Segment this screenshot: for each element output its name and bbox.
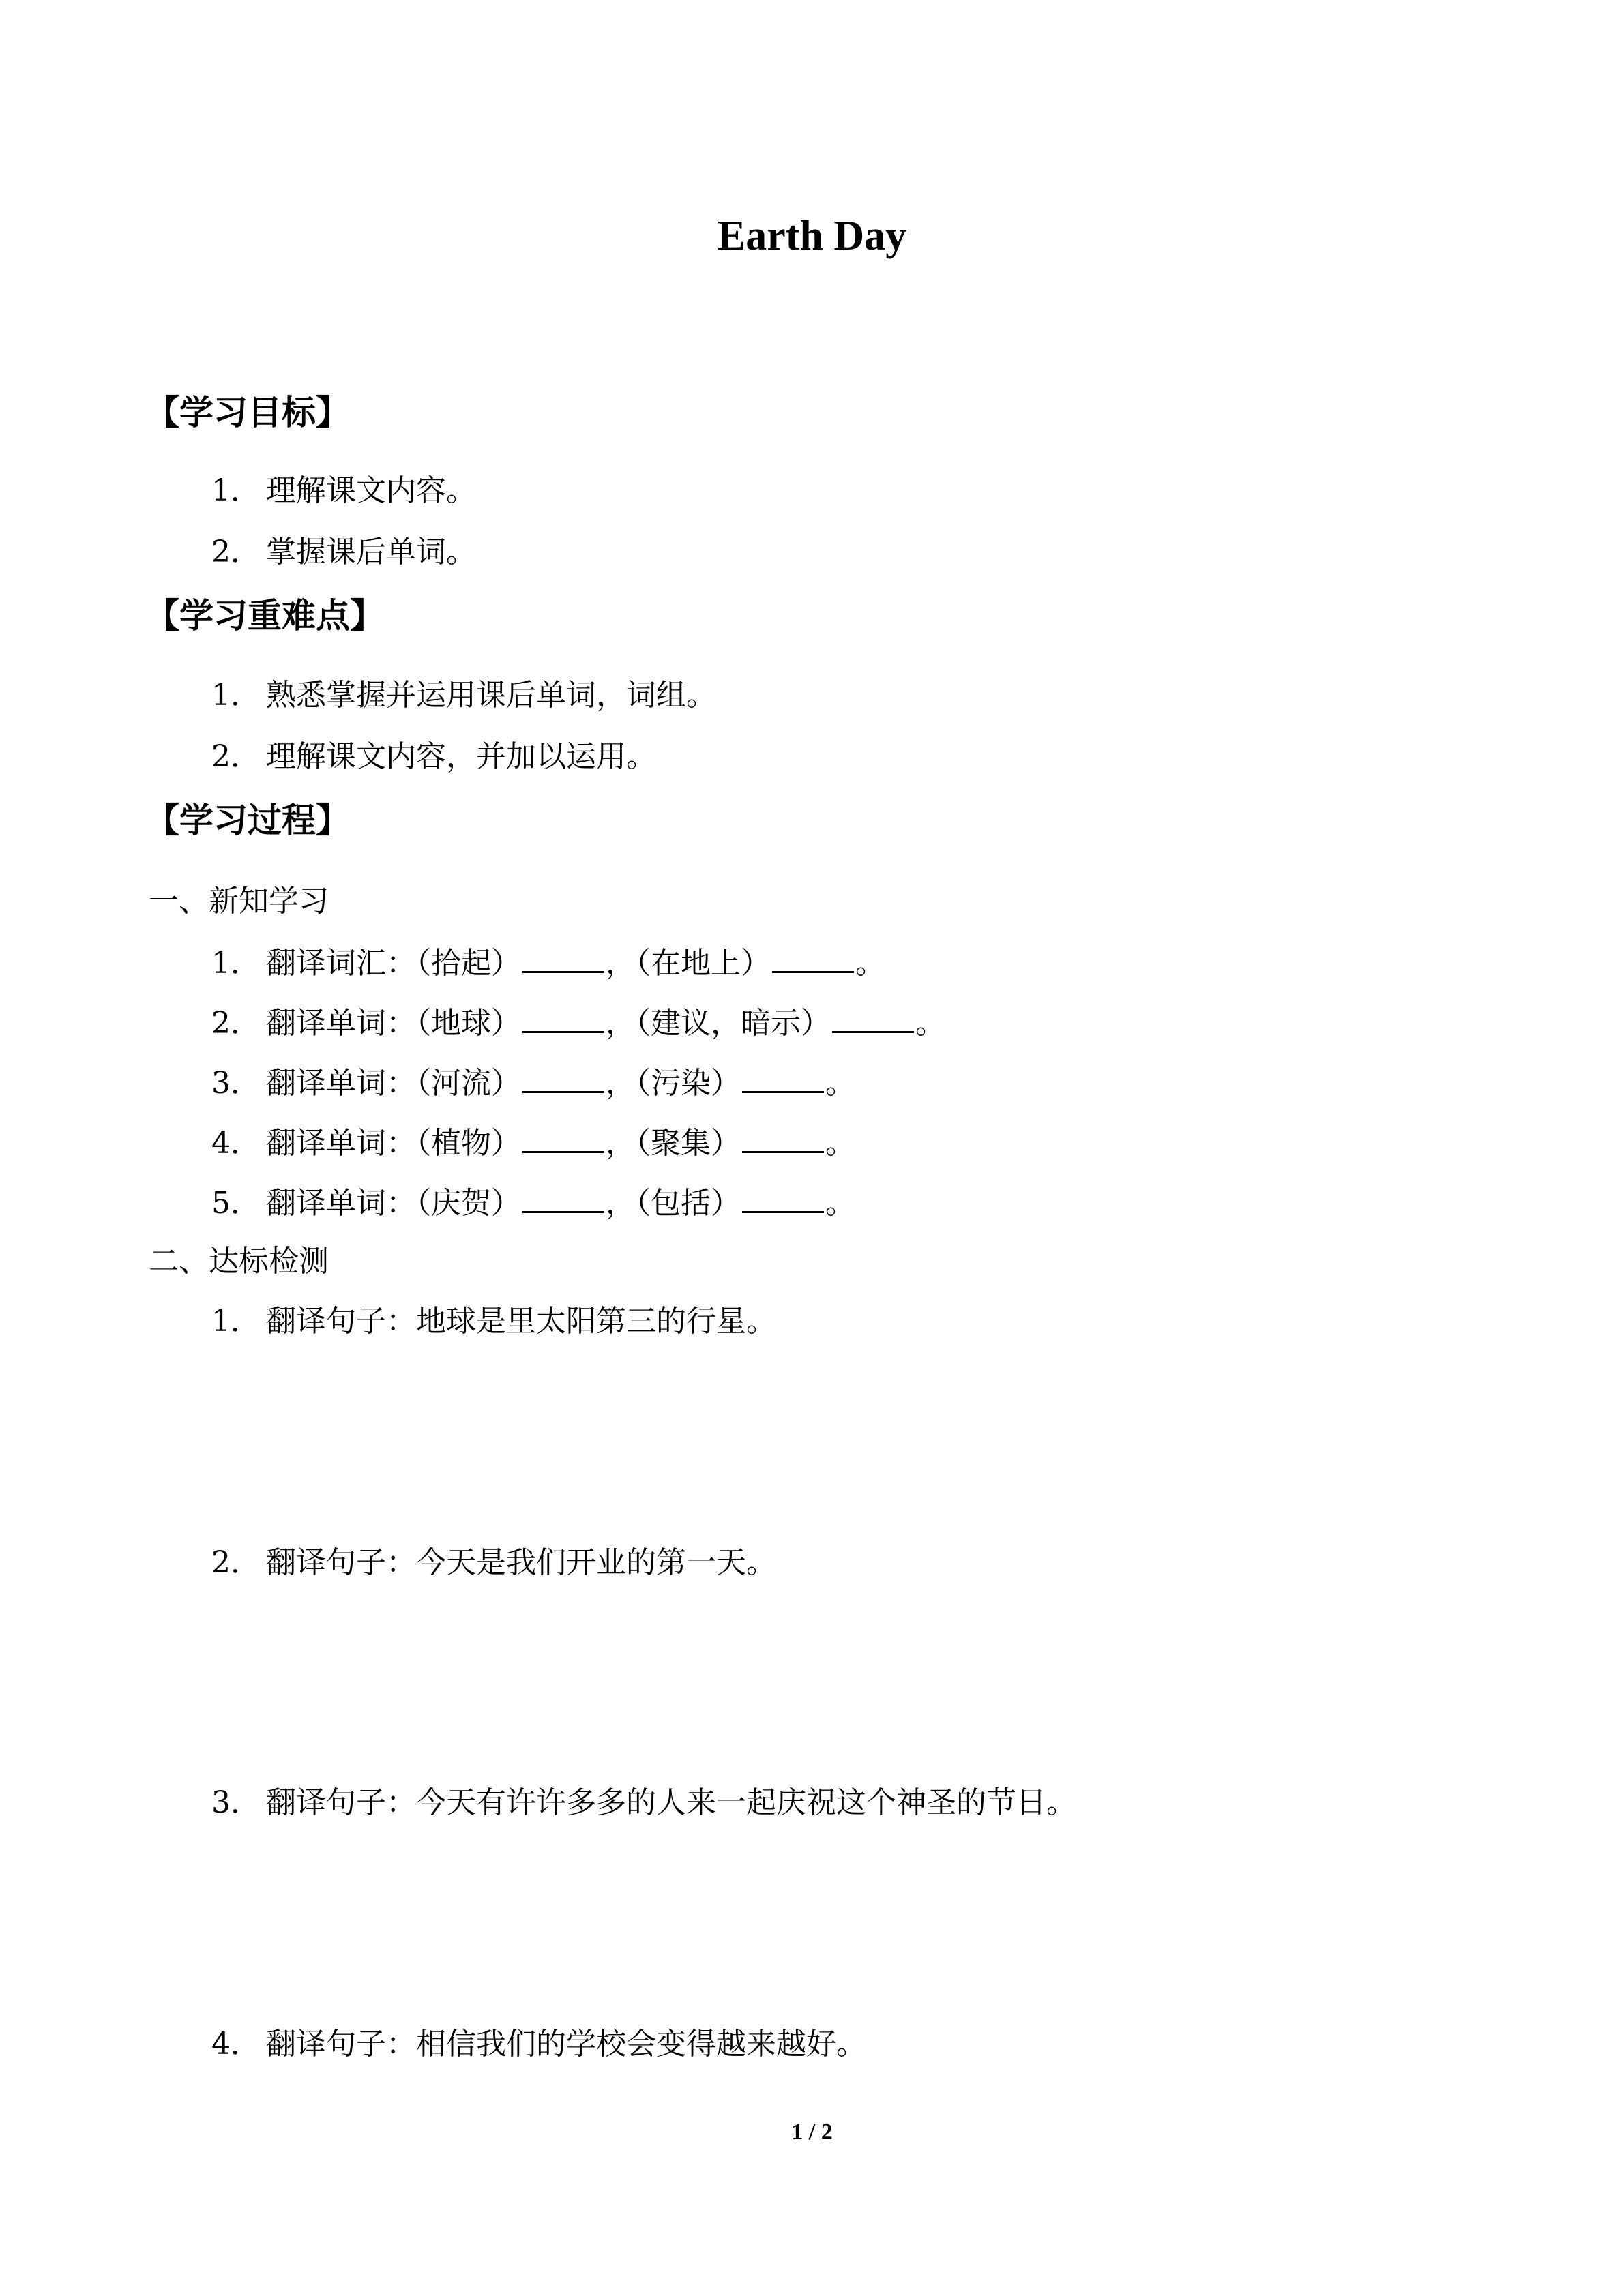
answer-blank[interactable] [772,941,854,973]
item-end: 。 [825,1066,855,1101]
item-prefix: 翻译单词： [266,1006,416,1041]
section-heading-key-points: 【学习重难点】 [145,596,384,636]
answer-blank[interactable] [742,1181,824,1213]
item-end: 。 [915,1006,945,1041]
item-word-b: ，（包括） [606,1186,741,1221]
answer-blank[interactable] [742,1121,824,1153]
answer-blank[interactable] [522,1181,604,1213]
item-end: 。 [825,1186,855,1221]
answer-blank[interactable] [522,1121,604,1153]
translation-item [211,1542,776,1583]
item-text: 翻译句子：今天有许许多多的人来一起庆祝这个神圣的节日。 [266,1785,1076,1820]
item-text: 理解课文内容。 [266,473,476,508]
item-prefix: 翻译单词： [266,1126,416,1161]
item-text: 熟悉掌握并运用课后单词，词组。 [266,678,716,713]
vocab-item [211,1121,855,1164]
item-word-b: ，（建议，暗示） [606,1006,831,1041]
objective-item [211,471,476,511]
vocab-item [211,1181,855,1224]
answer-blank[interactable] [522,1001,604,1033]
objective-item [211,532,476,573]
item-text: 理解课文内容，并加以运用。 [266,739,656,774]
section-heading-objectives: 【学习目标】 [145,393,350,432]
item-text: 掌握课后单词。 [266,535,476,569]
item-number: 3． [211,1785,261,1820]
item-number: 1． [211,473,261,508]
page-number: 1 / 2 [791,2119,833,2145]
item-word-a: （河流） [416,1066,521,1101]
answer-blank[interactable] [832,1001,914,1033]
item-text: 翻译句子：地球是里太阳第三的行星。 [266,1304,776,1339]
item-word-b: ，（污染） [606,1066,741,1101]
item-number: 2． [211,1545,261,1580]
item-prefix: 翻译单词： [266,1186,416,1221]
item-word-a: （植物） [416,1126,521,1161]
answer-blank[interactable] [742,1061,824,1093]
item-word-a: （地球） [416,1006,521,1041]
item-number: 2． [211,739,261,774]
item-word-b: ，（在地上） [606,946,771,981]
subsection-heading-new-knowledge: 一、新知学习 [149,884,329,919]
item-number: 2． [211,535,261,569]
item-number: 5． [211,1186,261,1221]
translation-item [211,1301,776,1342]
item-number: 3． [211,1066,261,1101]
answer-blank[interactable] [522,941,604,973]
item-number: 4． [211,1126,261,1161]
key-point-item [211,736,656,777]
section-heading-process: 【学习过程】 [145,801,350,840]
item-number: 4． [211,2027,261,2061]
item-text: 翻译句子：今天是我们开业的第一天。 [266,1545,776,1580]
item-number: 1． [211,678,261,713]
translation-item [211,2024,866,2065]
vocab-item [211,1001,945,1044]
item-word-a: （拾起） [416,946,521,981]
subsection-heading-assessment: 二、达标检测 [149,1244,329,1279]
translation-item [211,1783,1076,1823]
item-number: 1． [211,946,261,981]
item-prefix: 翻译单词： [266,1066,416,1101]
item-end: 。 [825,1126,855,1161]
vocab-item [211,941,885,984]
item-text: 翻译句子：相信我们的学校会变得越来越好。 [266,2027,866,2061]
item-end: 。 [855,946,885,981]
item-word-a: （庆贺） [416,1186,521,1221]
answer-blank[interactable] [522,1061,604,1093]
document-title: Earth Day [717,213,907,259]
item-number: 2． [211,1006,261,1041]
item-prefix: 翻译词汇： [266,946,416,981]
vocab-item [211,1061,855,1104]
item-number: 1． [211,1304,261,1339]
key-point-item [211,675,716,716]
item-word-b: ，（聚集） [606,1126,741,1161]
